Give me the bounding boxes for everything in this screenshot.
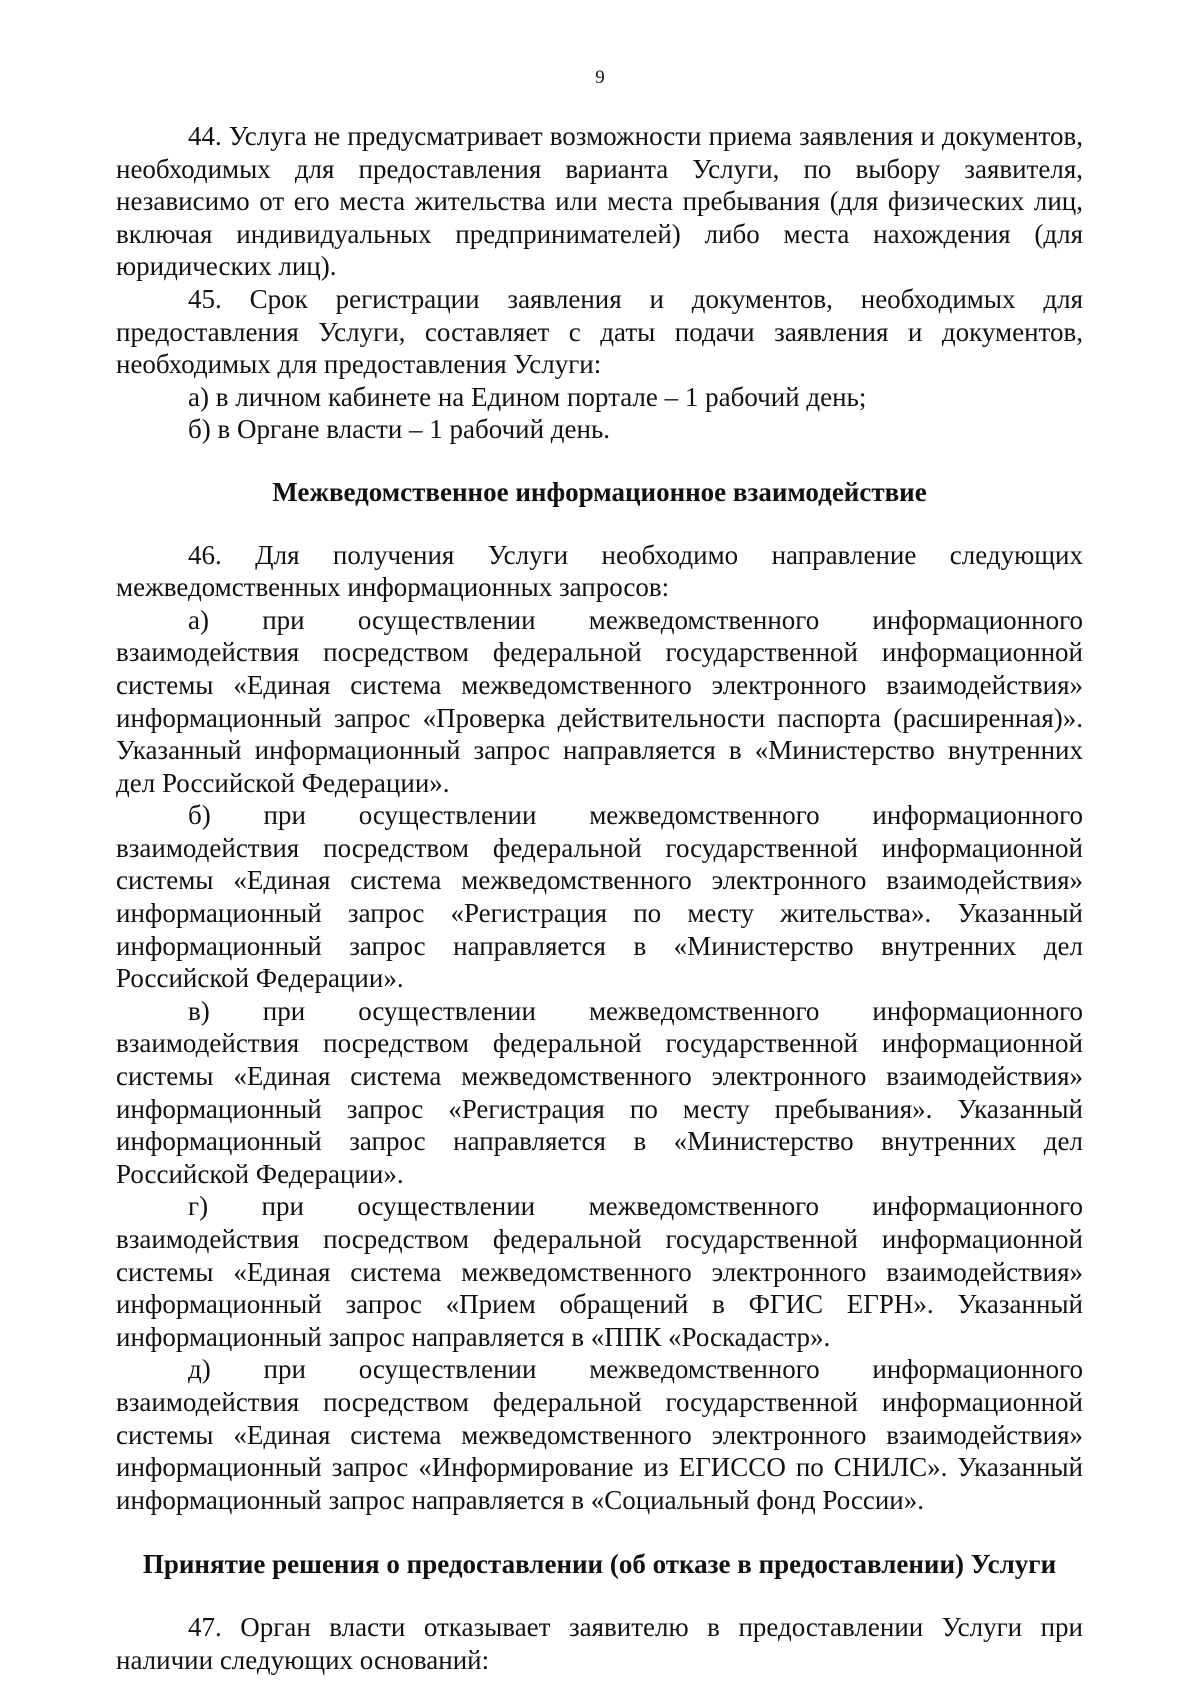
page-number: 9 (595, 67, 605, 88)
paragraph-45-a: а) в личном кабинете на Едином портале – 1 рабочий день; (188, 381, 867, 412)
paragraph-45-b: б) в Органе власти – 1 рабочий день. (188, 414, 611, 445)
paragraph-46-a: а) при осуществлении межведомственного информационного взаимодействия посредством федеральной государственной информационной системы «Единая система межведомственного электронного взаимодействия» информационный запрос «Проверка действительности паспорта (расширенная)». Указанный информационный запрос направляется в «Министерство внутренних дел Российской Федерации». (116, 604, 1083, 798)
paragraph-46-g: г) при осуществлении межведомственного информационного взаимодействия посредством федеральной государственной информационной системы «Единая система межведомственного электронного взаимодействия» информационный запрос «Прием обращений в ФГИС ЕГРН». Указанный информационный запрос направляется в «ППК «Роскадастр». (116, 1191, 1083, 1352)
document-body (116, 120, 1083, 1676)
paragraph-47: 47. Орган власти отказывает заявителю в предоставлении Услуги при наличии следующих оснований: (116, 1611, 1083, 1675)
paragraph-46-b: б) при осуществлении межведомственного информационного взаимодействия посредством федеральной государственной информационной системы «Единая система межведомственного электронного взаимодействия» информационный запрос «Регистрация по месту жительства». Указанный информационный запрос направляется в «Министерство внутренних дел Российской Федерации». (116, 800, 1083, 994)
section-heading-interagency: Межведомственное информационное взаимодействие (272, 476, 927, 507)
paragraph-45: 45. Срок регистрации заявления и документов, необходимых для предоставления Услуги, составляет с даты подачи заявления и документов, необходимых для предоставления Услуги: (116, 283, 1083, 380)
paragraph-46: 46. Для получения Услуги необходимо направление следующих межведомственных информационных запросов: (116, 539, 1083, 603)
paragraph-46-d: д) при осуществлении межведомственного информационного взаимодействия посредством федеральной государственной информационной системы «Единая система межведомственного электронного взаимодействия» информационный запрос «Информирование из ЕГИССО по СНИЛС». Указанный информационный запрос направляется в «Социальный фонд России». (116, 1354, 1083, 1515)
section-heading-decision: Принятие решения о предоставлении (об отказе в предоставлении) Услуги (142, 1549, 1057, 1580)
paragraph-46-v: в) при осуществлении межведомственного информационного взаимодействия посредством федеральной государственной информационной системы «Единая система межведомственного электронного взаимодействия» информационный запрос «Регистрация по месту пребывания». Указанный информационный запрос направляется в «Министерство внутренних дел Российской Федерации». (116, 995, 1083, 1189)
paragraph-44: 44. Услуга не предусматривает возможности приема заявления и документов, необходимых для предоставления варианта Услуги, по выбору заявителя, независимо от его места жительства или места пребывания (для физических лиц, включая индивидуальных предпринимателей) либо места нахождения (для юридических лиц). (116, 121, 1083, 282)
